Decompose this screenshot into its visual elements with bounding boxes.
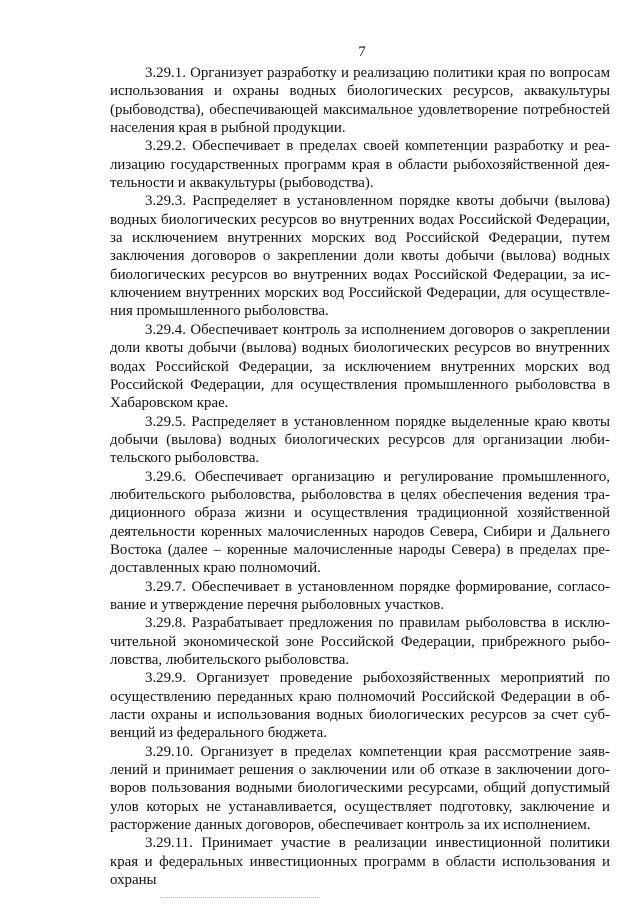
paragraph-3-29-6: 3.29.6. Обеспечивает организацию и регулирование промышленного, любительского рыболовства, рыболовства в целях обеспечения ведения традиционного образа жизни и осуществления традиционной хозяйственной деятельности коренных малочисленных народов Севера, Сибири и Дальнего Востока (далее – коренные малочисленные народы Севера) в пределах предоставленных краю полномочий.: [110, 468, 610, 577]
paragraph-3-29-10: 3.29.10. Организует в пределах компетенции края рассмотрение заявлений и принимает решения о заключении или об отказе в заключении договоров пользования водными биологическими ресурсами, общий допустимый улов которых не устанавливается, осуществляет подготовку, заключение и расторжение данных договоров, обеспечивает контроль за их исполнением.: [110, 743, 610, 834]
paragraph-3-29-11: 3.29.11. Принимает участие в реализации инвестиционной политики края и федеральных инвестиционных программ в области использования и охраны: [110, 835, 610, 889]
paragraph-3-29-3: 3.29.3. Распределяет в установленном порядке квоты добычи (вылова) водных биологических ресурсов во внутренних водах Российской Федерации, за исключением внутренних морских вод Российской Федерации, путем заключения договоров о закреплении доли квоты добычи (вылова) водных биологических ресурсов во внутренних водах Российской Федерации, за исключением внутренних морских вод Российской Федерации, для осуществления промышленного рыболовства.: [110, 193, 610, 320]
scan-edge-mark: [160, 897, 320, 899]
document-body: [110, 64, 610, 889]
paragraph-3-29-9: 3.29.9. Организует проведение рыбохозяйственных мероприятий по осуществлению переданных краю полномочий Российской Федерации в области охраны и использования водных биологических ресурсов за счет субвенций из федерального бюджета.: [110, 670, 610, 742]
paragraph-3-29-5: 3.29.5. Распределяет в установленном порядке выделенные краю квоты добычи (вылова) водных биологических ресурсов для организации любительского рыболовства.: [110, 413, 610, 467]
paragraph-3-29-4: 3.29.4. Обеспечивает контроль за исполнением договоров о закреплении доли квоты добычи (вылова) водных биологических ресурсов во внутренних водах Российской Федерации, за исключением внутренних морских вод Российской Федерации, для осуществления промышленного рыболовства в Хабаровском крае.: [110, 321, 610, 412]
paragraph-3-29-7: 3.29.7. Обеспечивает в установленном порядке формирование, согласование и утверждение перечня рыболовных участков.: [110, 578, 610, 613]
paragraph-3-29-2: 3.29.2. Обеспечивает в пределах своей компетенции разработку и реализацию государственных программ края в области рыбохозяйственной деятельности и аквакультуры (рыбоводства).: [110, 138, 610, 192]
paragraph-3-29-1: 3.29.1. Организует разработку и реализацию политики края по вопросам использования и охраны водных биологических ресурсов, аквакультуры (рыбоводства), обеспечивающей максимальное удовлетворение потребностей населения края в рыбной продукции.: [110, 65, 610, 137]
paragraph-3-29-8: 3.29.8. Разрабатывает предложения по правилам рыболовства в исключительной экономической зоне Российской Федерации, прибрежного рыболовства, любительского рыболовства.: [110, 615, 610, 668]
page-number: 7: [358, 44, 366, 60]
